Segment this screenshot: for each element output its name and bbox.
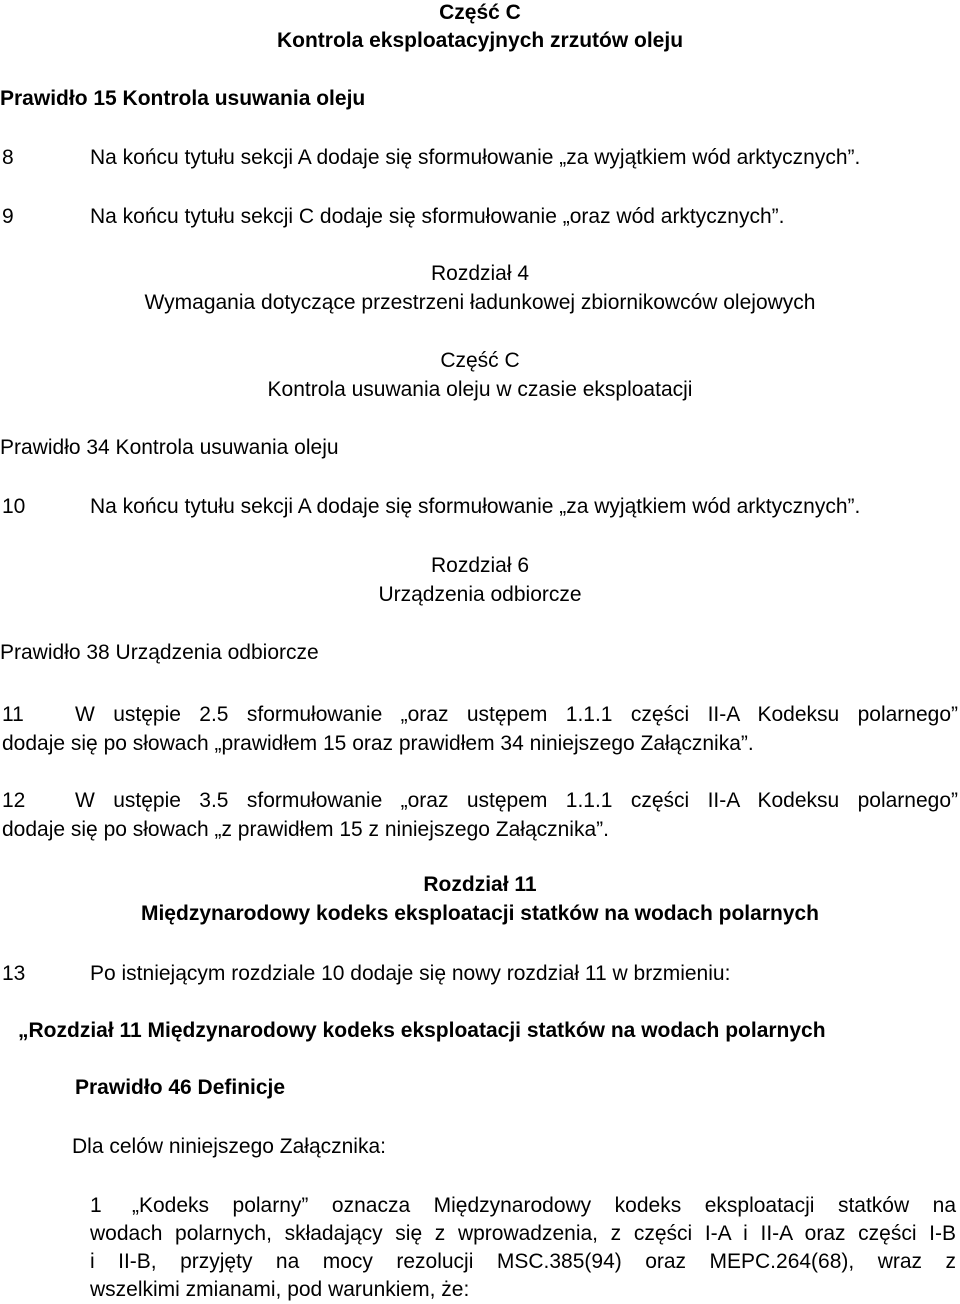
chapter-title-4: Wymagania dotyczące przestrzeni ładunkowej zbiornikowców olejowych: [144, 291, 816, 314]
item-number: 11: [2, 703, 24, 726]
rule-heading-15: Prawidło 15 Kontrola usuwania oleju: [0, 87, 366, 110]
item-text: Po istniejącym rozdziale 10 dodaje się nowy rozdział 11 w brzmieniu:: [90, 962, 731, 985]
chapter-heading-4: Rozdział 4: [430, 262, 530, 285]
item-number: 13: [2, 962, 26, 985]
item-number: 1: [90, 1194, 102, 1217]
rule-heading-46: Prawidło 46 Definicje: [75, 1076, 286, 1099]
rule-heading-38: Prawidło 38 Urządzenia odbiorcze: [0, 641, 319, 664]
chapter-heading-11: Rozdział 11: [423, 873, 537, 896]
rule-heading-34: Prawidło 34 Kontrola usuwania oleju: [0, 436, 339, 459]
item-number: 12: [2, 789, 26, 812]
item-number: 8: [2, 146, 14, 169]
definition-line: wodach polarnych, składający się z wprowadzenia, z części I-A i II-A oraz części I-B: [90, 1222, 956, 1245]
item-text-line: W ustępie 3.5 sformułowanie „oraz ustępem 1.1.1 części II-A Kodeksu polarnego”: [75, 789, 958, 812]
definitions-intro: Dla celów niniejszego Załącznika:: [72, 1135, 386, 1158]
chapter-title-11: Międzynarodowy kodeks eksploatacji statków na wodach polarnych: [140, 902, 820, 925]
item-text: Na końcu tytułu sekcji A dodaje się sformułowanie „za wyjątkiem wód arktycznych”.: [90, 495, 861, 518]
part-title: Kontrola usuwania oleju w czasie eksploatacji: [267, 378, 693, 401]
part-title: Kontrola eksploatacyjnych zrzutów oleju: [276, 29, 684, 52]
definition-line: wszelkimi zmianami, pod warunkiem, że:: [90, 1278, 470, 1301]
item-text: Na końcu tytułu sekcji A dodaje się sformułowanie „za wyjątkiem wód arktycznych”.: [90, 146, 861, 169]
item-text: Na końcu tytułu sekcji C dodaje się sformułowanie „oraz wód arktycznych”.: [90, 205, 785, 228]
item-text-line: W ustępie 2.5 sformułowanie „oraz ustępem 1.1.1 części II-A Kodeksu polarnego”: [75, 703, 958, 726]
definition-line: „Kodeks polarny” oznacza Międzynarodowy kodeks eksploatacji statków na: [132, 1194, 956, 1217]
chapter-heading-6: Rozdział 6: [430, 554, 530, 577]
part-heading: Część C: [440, 349, 520, 372]
item-text-line: dodaje się po słowach „prawidłem 15 oraz prawidłem 34 niniejszego Załącznika”.: [2, 732, 754, 755]
item-text-line: dodaje się po słowach „z prawidłem 15 z niniejszego Załącznika”.: [2, 818, 609, 841]
chapter-title-6: Urządzenia odbiorcze: [378, 583, 582, 606]
part-heading: Część C: [439, 1, 521, 24]
item-number: 9: [2, 205, 14, 228]
item-number: 10: [2, 495, 26, 518]
definition-line: i II-B, przyjęty na mocy rezolucji MSC.385(94) oraz MEPC.264(68), wraz z: [90, 1250, 956, 1273]
quoted-chapter-heading: „Rozdział 11 Międzynarodowy kodeks eksploatacji statków na wodach polarnych: [18, 1019, 826, 1042]
